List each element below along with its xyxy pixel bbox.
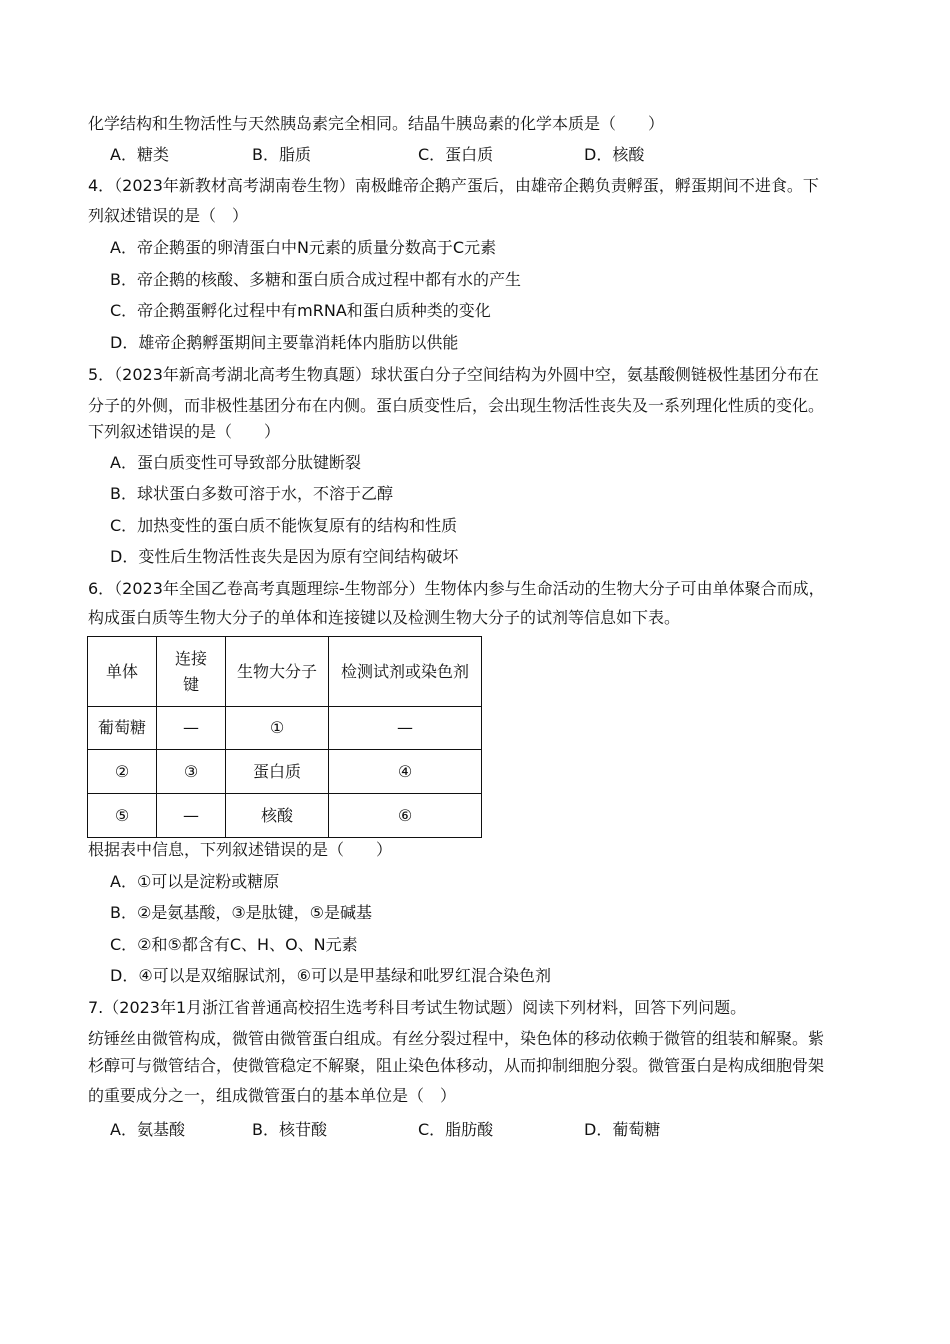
table-cell: ① bbox=[226, 707, 329, 750]
q7-material-line3: 的重要成分之一，组成微管蛋白的基本单位是（ ） bbox=[88, 1086, 457, 1105]
q5-option-b: B．球状蛋白多数可溶于水，不溶于乙醇 bbox=[110, 484, 393, 503]
table-cell: ⑤ bbox=[88, 794, 157, 838]
q7-material-line1: 纺锤丝由微管构成，微管由微管蛋白组成。有丝分裂过程中，染色体的移动依赖于微管的组装和解聚。紫 bbox=[88, 1029, 825, 1048]
q6-option-b: B．②是氨基酸，③是肽键，⑤是碱基 bbox=[110, 903, 373, 922]
table-cell: ② bbox=[88, 750, 157, 794]
q5-stem-line2: 分子的外侧，而非极性基团分布在内侧。蛋白质变性后，会出现生物活性丧失及一系列理化性质的变化。 bbox=[88, 396, 825, 415]
q6-stem-line2: 构成蛋白质等生物大分子的单体和连接键以及检测生物大分子的试剂等信息如下表。 bbox=[88, 608, 681, 627]
table-header-row bbox=[88, 637, 482, 707]
q7-material-line2: 杉醇可与微管结合，使微管稳定不解聚，阻止染色体移动，从而抑制细胞分裂。微管蛋白是构成细胞骨架 bbox=[88, 1056, 825, 1075]
q7-option-a: A．氨基酸 bbox=[110, 1120, 185, 1139]
table-cell: 核酸 bbox=[226, 794, 329, 838]
q3-option-d: D．核酸 bbox=[584, 145, 645, 164]
q4-option-b: B．帝企鹅的核酸、多糖和蛋白质合成过程中都有水的产生 bbox=[110, 270, 521, 289]
q4-option-c: C．帝企鹅蛋孵化过程中有mRNA和蛋白质种类的变化 bbox=[110, 301, 491, 320]
q5-option-d: D．变性后生物活性丧失是因为原有空间结构破坏 bbox=[110, 547, 459, 566]
q5-option-a: A．蛋白质变性可导致部分肽键断裂 bbox=[110, 453, 361, 472]
q6-stem-line1: 6．（2023年全国乙卷高考真题理综-生物部分）生物体内参与生命活动的生物大分子可由单体聚合而成， bbox=[88, 579, 825, 598]
table-header-cell-line: 键 bbox=[182, 674, 199, 694]
table-cell: ⑥ bbox=[329, 794, 482, 838]
table-cell: — bbox=[157, 794, 226, 838]
q6-option-a: A．①可以是淀粉或糖原 bbox=[110, 872, 280, 891]
table-row bbox=[88, 707, 482, 750]
table-row bbox=[88, 794, 482, 838]
q4-stem-line2: 列叙述错误的是（ ） bbox=[88, 206, 249, 225]
table-cell: 蛋白质 bbox=[226, 750, 329, 794]
q5-stem-line3: 下列叙述错误的是（ ） bbox=[88, 422, 281, 441]
table-header-cell: 检测试剂或染色剂 bbox=[329, 637, 482, 707]
q7-option-b: B．核苷酸 bbox=[252, 1120, 327, 1139]
q6-option-d: D．④可以是双缩脲试剂，⑥可以是甲基绿和吡罗红混合染色剂 bbox=[110, 966, 552, 985]
q7-stem-line1: 7.（2023年1月浙江省普通高校招生选考科目考试生物试题）阅读下列材料，回答下列问题。 bbox=[88, 998, 747, 1017]
q5-stem-line1: 5．（2023年新高考湖北高考生物真题）球状蛋白分子空间结构为外圆中空，氨基酸侧链极性基团分布在 bbox=[88, 365, 819, 384]
table-header-cell: 生物大分子 bbox=[226, 637, 329, 707]
q6-option-c: C．②和⑤都含有C、H、O、N元素 bbox=[110, 935, 358, 954]
table-cell: — bbox=[329, 707, 482, 750]
q7-option-d: D．葡萄糖 bbox=[584, 1120, 661, 1139]
q3-stem-tail: 化学结构和生物活性与天然胰岛素完全相同。结晶牛胰岛素的化学本质是（ ） bbox=[88, 114, 665, 133]
q3-option-a: A．糖类 bbox=[110, 145, 169, 164]
table-cell: ④ bbox=[329, 750, 482, 794]
q4-stem-line1: 4．（2023年新教材高考湖南卷生物）南极雌帝企鹅产蛋后，由雄帝企鹅负责孵蛋，孵蛋期间不进食。下 bbox=[88, 176, 819, 195]
table-header-cell: 单体 bbox=[88, 637, 157, 707]
q4-option-a: A．帝企鹅蛋的卵清蛋白中N元素的质量分数高于C元素 bbox=[110, 238, 497, 257]
table-cell: 葡萄糖 bbox=[88, 707, 157, 750]
q4-option-d: D．雄帝企鹅孵蛋期间主要靠消耗体内脂肪以供能 bbox=[110, 333, 459, 352]
q6-after-table: 根据表中信息，下列叙述错误的是（ ） bbox=[88, 840, 393, 859]
q3-option-b: B．脂质 bbox=[252, 145, 311, 164]
q7-option-c: C．脂肪酸 bbox=[418, 1120, 494, 1139]
table-header-cell bbox=[157, 637, 226, 707]
table-cell: ③ bbox=[157, 750, 226, 794]
table-header-cell-line: 连接 bbox=[174, 648, 207, 668]
q5-option-c: C．加热变性的蛋白质不能恢复原有的结构和性质 bbox=[110, 516, 458, 535]
table-row bbox=[88, 750, 482, 794]
q6-data-table bbox=[87, 636, 482, 838]
q3-option-c: C．蛋白质 bbox=[418, 145, 494, 164]
table-cell: — bbox=[157, 707, 226, 750]
